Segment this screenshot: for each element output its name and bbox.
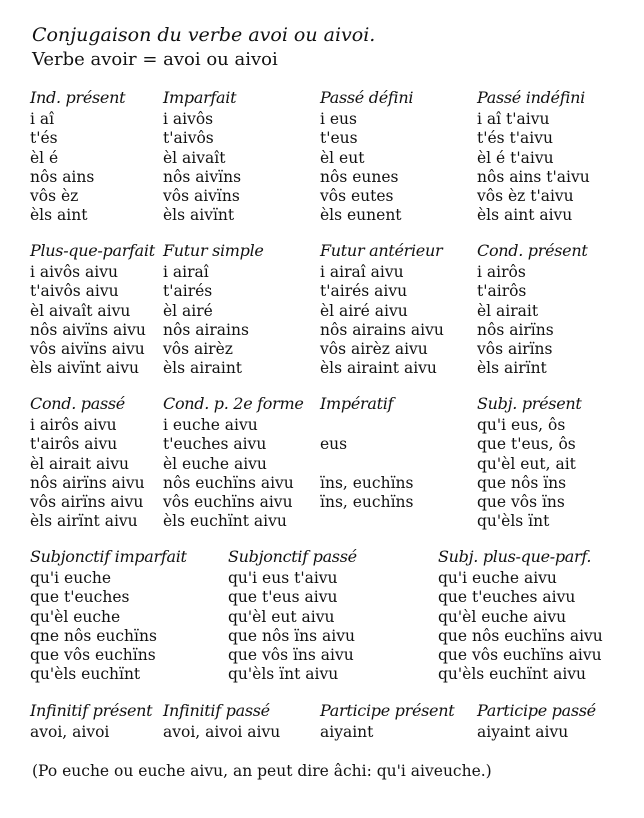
conjugation-form: èls euchïnt aivu [163, 512, 287, 531]
tense-header: Cond. présent [477, 241, 588, 260]
conjugation-form: avoi, aivoi [30, 723, 110, 741]
conjugation-form: nôs aivïns aivu [30, 320, 146, 339]
conjugation-form: qu'èls ïnt [477, 512, 550, 531]
conjugation-form: qu'i eus t'aivu [228, 569, 338, 587]
tense-header: Cond. passé [30, 394, 125, 413]
conjugation-form: èl airait aivu [30, 454, 129, 473]
tense-column [477, 394, 582, 532]
tense-header: Cond. p. 2e forme [163, 394, 304, 413]
conjugation-form: i aî t'aivu [477, 110, 550, 128]
conjugation-form: qu'i euche aivu [438, 569, 557, 587]
conjugation-form: i eus [320, 110, 357, 128]
conjugation-form: t'aivôs aivu [30, 282, 119, 301]
conjugation-form: èl airé [163, 301, 213, 320]
conjugation-form: que nôs euchïns aivu [438, 626, 603, 645]
conjugation-form: èls airïnt aivu [30, 512, 138, 531]
tense-header: Plus-que-parfait [30, 241, 155, 260]
conjugation-form: vôs airèz [163, 340, 233, 359]
conjugation-form: que nôs ïns [477, 473, 567, 492]
conjugation-form: aiyaint aivu [477, 723, 569, 741]
conjugation-form: èls airaint aivu [320, 359, 437, 378]
conjugation-form: que t'eus aivu [228, 588, 338, 607]
tense-column [477, 701, 596, 742]
conjugation-form: qu'èl eut aivu [228, 607, 335, 626]
conjugation-form: qu'èl eut, ait [477, 454, 576, 473]
conjugation-form: nôs ains [30, 167, 95, 186]
tense-column [477, 241, 587, 379]
conjugation-form: vôs aivïns [163, 187, 240, 206]
conjugation-form [320, 512, 413, 531]
tense-header: Imparfait [163, 88, 237, 107]
conjugation-form: vôs aivïns aivu [30, 340, 145, 359]
conjugation-form: que t'euches aivu [438, 588, 576, 607]
conjugation-form: t'aivôs [163, 129, 214, 148]
conjugation-form: que vôs euchïns aivu [438, 646, 602, 665]
conjugation-form: i airôs aivu [30, 416, 117, 434]
tense-header: Infinitif passé [163, 701, 270, 720]
tense-header: Subj. plus-que-parf. [438, 547, 592, 566]
conjugation-form: i airôs [477, 263, 526, 281]
conjugation-form: t'airés aivu [320, 282, 408, 301]
conjugation-form: nôs eunes [320, 167, 399, 186]
tense-column [320, 701, 454, 742]
tense-column [163, 88, 241, 226]
conjugation-form: i aî [30, 110, 55, 128]
conjugation-form: t'és [30, 129, 58, 148]
conjugation-form: vôs èz [30, 187, 79, 206]
conjugation-form: èl euche aivu [163, 454, 267, 473]
tense-header: Subjonctif imparfait [30, 547, 187, 566]
tense-header: Ind. présent [30, 88, 126, 107]
tense-header: Subjonctif passé [228, 547, 357, 566]
tense-column [163, 394, 304, 532]
tense-header: Subj. présent [477, 394, 582, 413]
conjugation-form: t'és t'aivu [477, 129, 553, 148]
tense-column [163, 241, 264, 379]
tense-column [163, 701, 280, 742]
tense-column [477, 88, 590, 226]
tense-header: Infinitif présent [30, 701, 153, 720]
conjugation-form: nôs airains aivu [320, 320, 444, 339]
page-title: Conjugaison du verbe avoi ou aivoi. [32, 24, 376, 46]
conjugation-form: qu'i eus, ôs [477, 416, 566, 434]
conjugation-form: i aivôs [163, 110, 214, 128]
conjugation-form: vôs airïns aivu [30, 493, 144, 512]
conjugation-form: qu'i euche [30, 569, 112, 587]
conjugation-form: avoi, aivoi aivu [163, 723, 281, 741]
tense-column [30, 394, 145, 532]
conjugation-form: que vôs euchïns [30, 646, 156, 665]
conjugation-form: èl é [30, 148, 59, 167]
page-subtitle: Verbe avoir = avoi ou aivoi [32, 49, 278, 70]
conjugation-form: èls aint aivu [477, 206, 573, 225]
conjugation-form: èls eunent [320, 206, 402, 225]
conjugation-form: ïns, euchïns [320, 473, 414, 492]
conjugation-form: èl airé aivu [320, 301, 408, 320]
conjugation-form: èl é t'aivu [477, 148, 554, 167]
conjugation-form: i airaî aivu [320, 263, 404, 281]
tense-column [30, 701, 152, 742]
conjugation-form: t'airôs [477, 282, 527, 301]
tense-column [320, 394, 413, 532]
tense-column [228, 547, 357, 685]
conjugation-form: qu'èl euche aivu [438, 607, 567, 626]
conjugation-form: i euche aivu [163, 416, 258, 434]
tense-column [320, 241, 444, 379]
conjugation-form: que t'eus, ôs [477, 435, 576, 454]
conjugation-form: qne nôs euchïns [30, 626, 157, 645]
tense-header: Futur simple [163, 241, 264, 260]
conjugation-form [320, 455, 413, 474]
conjugation-form: qu'èls euchïnt [30, 665, 141, 684]
tense-header: Futur antérieur [320, 241, 443, 260]
tense-column [438, 547, 603, 685]
conjugation-form: nôs aivïns [163, 167, 242, 186]
conjugation-form: qu'èls euchïnt aivu [438, 665, 587, 684]
conjugation-form: vôs airèz aivu [320, 340, 428, 359]
conjugation-form: t'euches aivu [163, 435, 267, 454]
tense-column [320, 88, 413, 226]
conjugation-form: t'eus [320, 129, 358, 148]
conjugation-form: i aivôs aivu [30, 263, 118, 281]
conjugation-form: èls aivïnt aivu [30, 359, 139, 378]
conjugation-form: vôs euchïns aivu [163, 493, 293, 512]
tense-header: Impératif [320, 394, 394, 413]
tense-column [30, 547, 187, 685]
conjugation-form: que vôs ïns aivu [228, 646, 354, 665]
conjugation-form: èl aivaît aivu [30, 301, 131, 320]
conjugation-form: que vôs ïns [477, 493, 565, 512]
conjugation-form: èl aivaît [163, 148, 226, 167]
conjugation-form: qu'èl euche [30, 607, 121, 626]
conjugation-form: èls airaint [163, 359, 243, 378]
conjugation-form: nôs airains [163, 320, 249, 339]
tense-header: Participe présent [320, 701, 455, 720]
conjugation-form: i airaî [163, 263, 209, 281]
conjugation-form: nôs airïns aivu [30, 473, 145, 492]
conjugation-form: èls aint [30, 206, 88, 225]
conjugation-form: èls aivïnt [163, 206, 235, 225]
conjugation-form: que nôs ïns aivu [228, 626, 355, 645]
conjugation-form: ïns, euchïns [320, 493, 414, 512]
tense-header: Passé défini [320, 88, 414, 107]
conjugation-form: t'airôs aivu [30, 435, 118, 454]
conjugation-form [320, 416, 413, 435]
conjugation-form: nôs euchïns aivu [163, 473, 294, 492]
tense-header: Participe passé [477, 701, 596, 720]
conjugation-form: èl airait [477, 301, 539, 320]
conjugation-form: èl eut [320, 148, 365, 167]
tense-column [30, 241, 155, 379]
conjugation-form: qu'èls ïnt aivu [228, 665, 339, 684]
conjugation-form: nôs ains t'aivu [477, 167, 590, 186]
conjugation-form: que t'euches [30, 588, 130, 607]
conjugation-form: vôs airïns [477, 340, 553, 359]
conjugation-form: aiyaint [320, 723, 374, 741]
tense-column [30, 88, 125, 226]
tense-header: Passé indéfini [477, 88, 585, 107]
conjugation-form: nôs airïns [477, 320, 554, 339]
conjugation-form: vôs eutes [320, 187, 394, 206]
conjugation-form: èls airïnt [477, 359, 547, 378]
conjugation-form: vôs èz t'aivu [477, 187, 574, 206]
footnote: (Po euche ou euche aivu, an peut dire âchi: qu'i aiveuche.) [32, 762, 492, 780]
conjugation-form: t'airés [163, 282, 213, 301]
conjugation-form: eus [320, 435, 348, 454]
